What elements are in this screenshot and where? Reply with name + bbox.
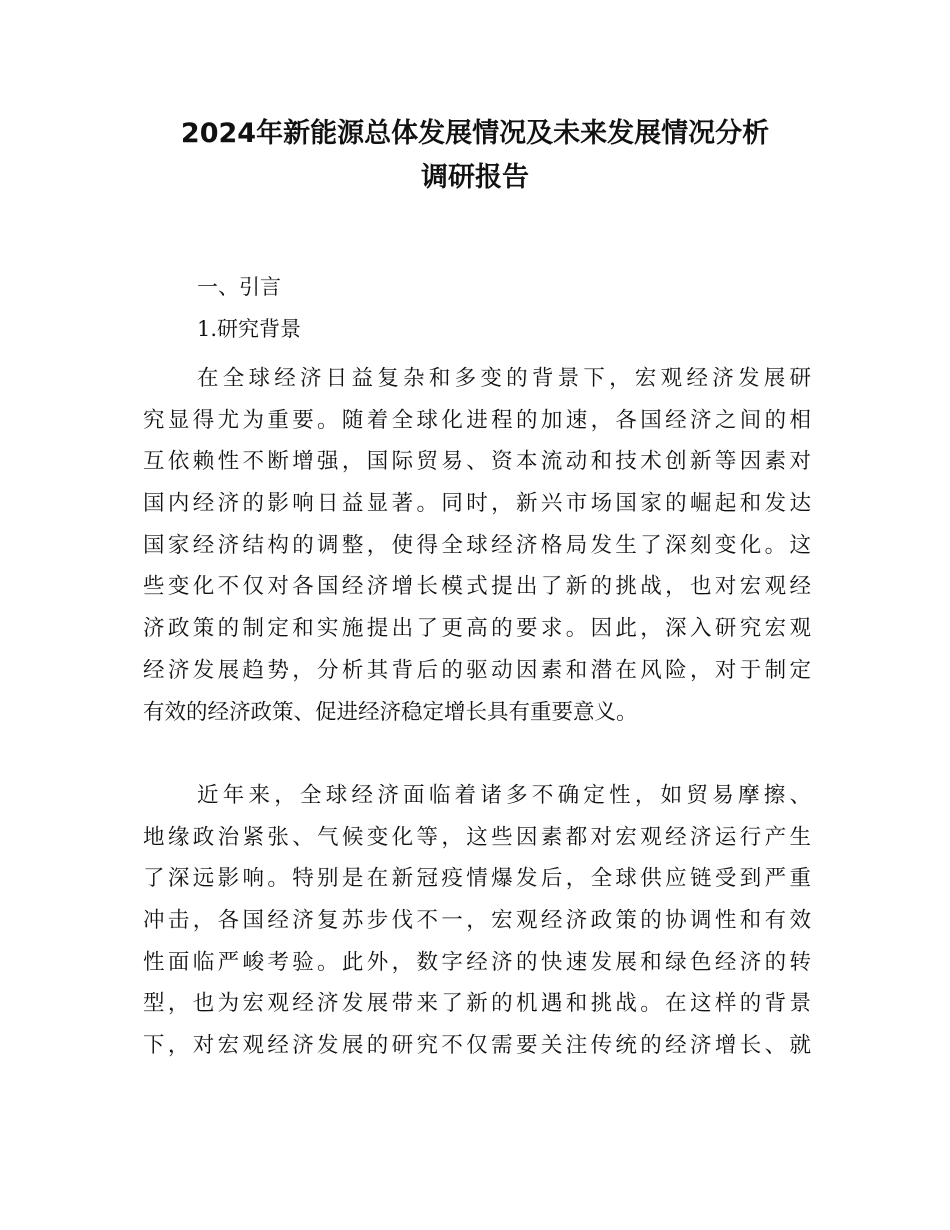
paragraph-1	[143, 358, 816, 733]
paragraph-2	[143, 775, 816, 1067]
paragraph-line: 地缘政治紧张、气候变化等，这些因素都对宏观经济运行产生	[143, 824, 815, 850]
title-line-2: 调研报告	[421, 162, 529, 193]
paragraph-line: 冲击，各国经济复苏步伐不一，宏观经济政策的协调性和有效	[143, 908, 815, 934]
paragraph-line: 互依赖性不断增强，国际贸易、资本流动和技术创新等因素对	[143, 449, 815, 475]
document-title	[100, 112, 850, 200]
paragraph-line: 在全球经济日益复杂和多变的背景下，宏观经济发展研	[197, 366, 816, 391]
paragraph-line: 了深远影响。特别是在新冠疫情爆发后，全球供应链受到严重	[143, 866, 815, 892]
subsection-heading: 1.研究背景	[197, 317, 302, 341]
paragraph-line: 性面临严峻考验。此外，数字经济的快速发展和绿色经济的转	[143, 949, 815, 975]
paragraph-line: 国家经济结构的调整，使得全球经济格局发生了深刻变化。这	[143, 532, 815, 558]
section-heading: 一、引言	[197, 275, 281, 299]
title-line-1: 2024年新能源总体发展情况及未来发展情况分析	[180, 118, 770, 149]
paragraph-line: 些变化不仅对各国经济增长模式提出了新的挑战，也对宏观经	[143, 574, 815, 600]
paragraph-line: 国内经济的影响日益显著。同时，新兴市场国家的崛起和发达	[143, 491, 815, 517]
paragraph-line: 型，也为宏观经济发展带来了新的机遇和挑战。在这样的背景	[143, 991, 815, 1017]
paragraph-line: 下，对宏观经济发展的研究不仅需要关注传统的经济增长、就	[143, 1033, 815, 1059]
paragraph-line: 近年来，全球经济面临着诸多不确定性，如贸易摩擦、	[197, 783, 816, 808]
paragraph-line: 经济发展趋势，分析其背后的驱动因素和潜在风险，对于制定	[143, 657, 815, 683]
paragraph-line: 济政策的制定和实施提出了更高的要求。因此，深入研究宏观	[143, 616, 815, 642]
paragraph-line: 有效的经济政策、促进经济稳定增长具有重要意义。	[143, 699, 638, 725]
paragraph-line: 究显得尤为重要。随着全球化进程的加速，各国经济之间的相	[143, 407, 815, 433]
